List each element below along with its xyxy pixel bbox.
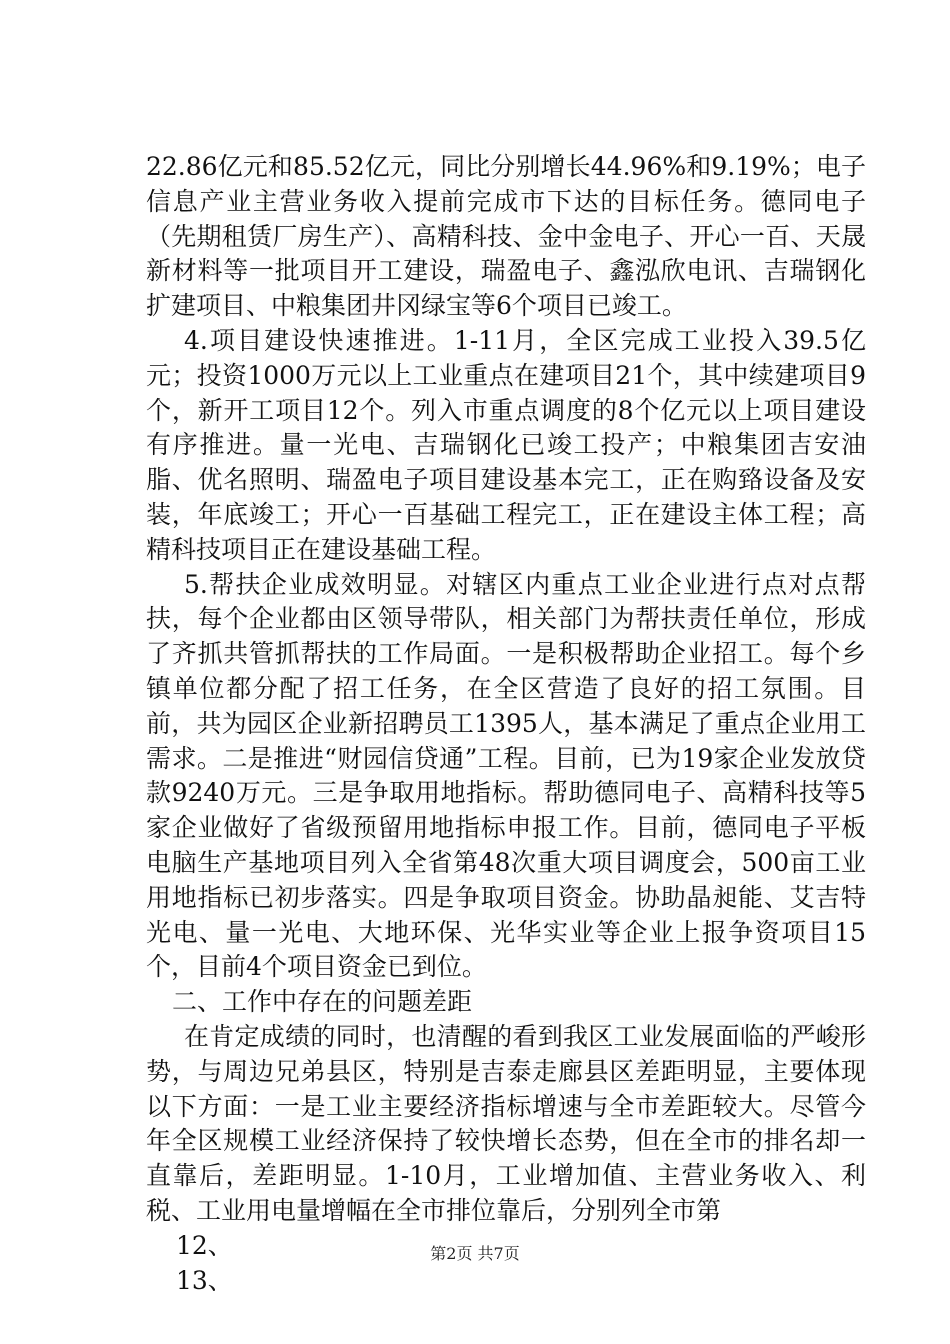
paragraph-problems: 在肯定成绩的同时，也清醒的看到我区工业发展面临的严峻形势，与周边兄弟县区，特别是吉泰走廊县区差距明显，主要体现以下方面：一是工业主要经济指标增速与全市差距较大。尽管今年全区规模工业经济保持了较快增长态势，但在全市的排名却一直靠后，差距明显。1-10月，工业增加值、主营业务收入、利税、工业用电量增幅在全市排位靠后，分别列全市第 bbox=[146, 1021, 866, 1225]
paragraph-project-construction: 4.项目建设快速推进。1-11月，全区完成工业投入39.5亿元；投资1000万元以上工业重点在建项目21个，其中续建项目9个，新开工项目12个。列入市重点调度的8个亿元以上项目建设有序推进。量一光电、吉瑞钢化已竣工投产；中粮集团吉安油脂、优名照明、瑞盈电子项目建设基本完工，正在购臵设备及安装，年底竣工；开心一百基础工程完工，正在建设主体工程；高精科技项目正在建设基础工程。 bbox=[146, 325, 866, 564]
section-heading-problems: 二、工作中存在的问题差距 bbox=[172, 987, 473, 1017]
page-footer bbox=[0, 1244, 950, 1264]
list-item-13: 13、 bbox=[176, 1265, 233, 1295]
paragraph-industry-revenue: 22.86亿元和85.52亿元，同比分别增长44.96%和9.19%；电子信息产业主营业务收入提前完成市下达的目标任务。德同电子（先期租赁厂房生产）、高精科技、金中金电子、开心一百、天晟新材料等一批项目开工建设，瑞盈电子、鑫泓欣电讯、吉瑞钢化扩建项目、中粮集团井冈绿宝等6个项目已竣工。 bbox=[146, 152, 866, 321]
document-body bbox=[146, 150, 866, 1298]
list-item-12: 12、 bbox=[176, 1230, 233, 1260]
paragraph-enterprise-support: 5.帮扶企业成效明显。对辖区内重点工业企业进行点对点帮扶，每个企业都由区领导带队，相关部门为帮扶责任单位，形成了齐抓共管抓帮扶的工作局面。一是积极帮助企业招工。每个乡镇单位都分配了招工任务，在全区营造了良好的招工氛围。目前，共为园区企业新招聘员工1395人，基本满足了重点企业用工需求。二是推进“财园信贷通”工程。目前，已为19家企业发放贷款9240万元。三是争取用地指标。帮助德同电子、高精科技等5家企业做好了省级预留用地指标申报工作。目前，德同电子平板电脑生产基地项目列入全省第48次重大项目调度会，500亩工业用地指标已初步落实。四是争取项目资金。协助晶昶能、艾吉特光电、量一光电、大地环保、光华实业等企业上报争资项目15个，目前4个项目资金已到位。 bbox=[146, 569, 866, 982]
page-number-label: 第2页 共7页 bbox=[430, 1244, 520, 1263]
